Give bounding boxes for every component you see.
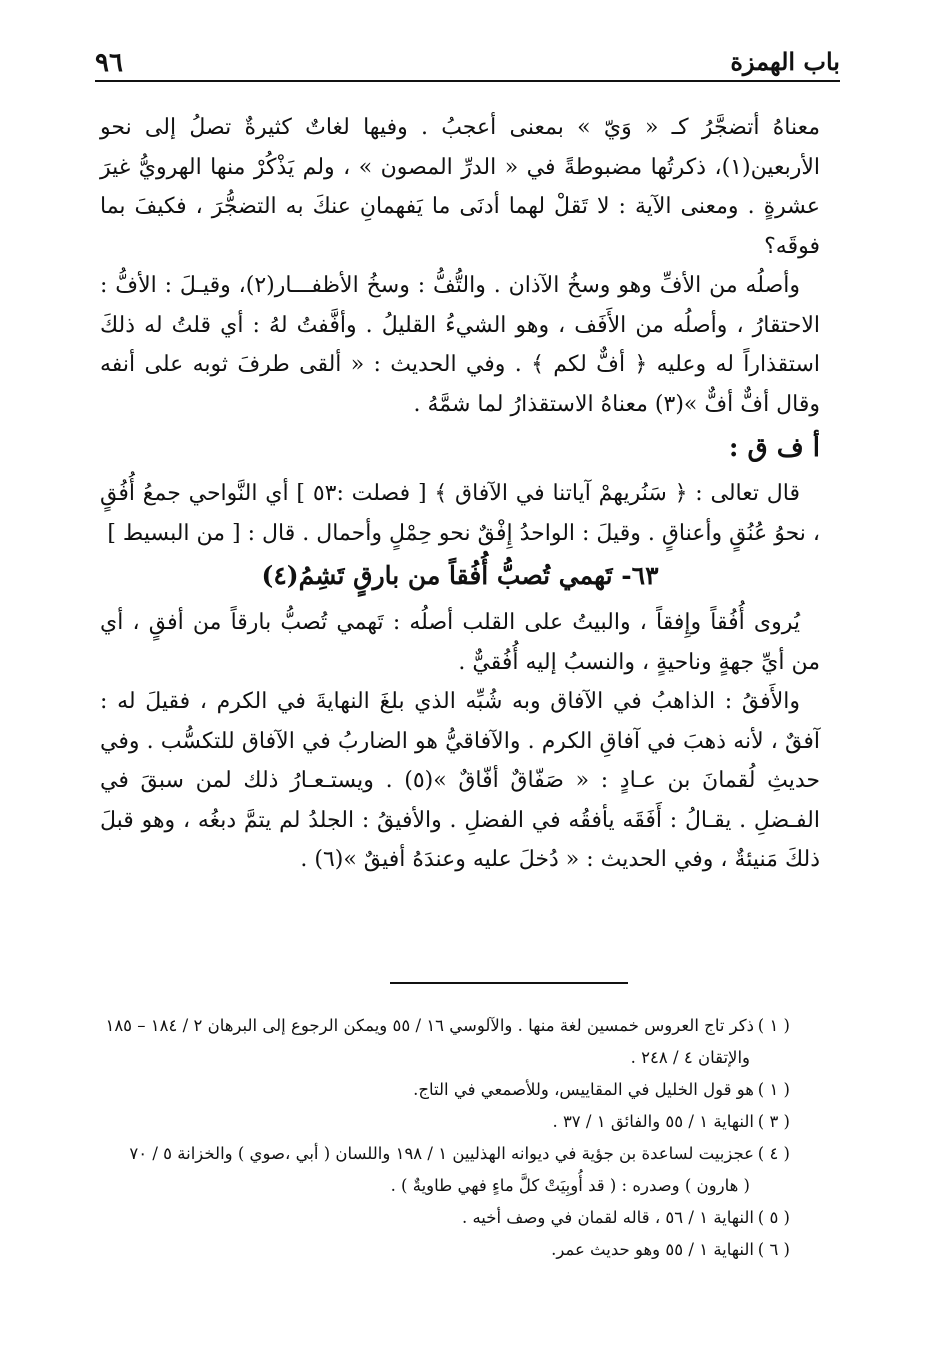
paragraph-1: معناهُ أتضجَّرُ كـ « وَيّ » بمعنى أعجبُ . وفيها لغاتٌ كثيرةٌ تصلُ إلى نحو الأربعين(١)، ذكرتُها مضبوطةً في « الدرِّ المصون » ، ولم يَذْكُرْ منها الهرويُّ غيرَ عشرةٍ . ومعنى الآية : لا تَقلْ لهما أدنَى ما يَفهمانِ عنكَ به التضجُّرَ ، فكيفَ بما فوقَه؟	[100, 115, 820, 259]
paragraph-2: وأصلُه من الأفِّ وهو وسخُ الآذان . والتُّفُّ : وسخُ الأظفـــار(٢)، وقيـلَ : الأفُّ : الاحتقارُ ، وأصلُه من الأَفَف ، وهو الشيءُ القليلُ . وأفَّفتُ لهُ : أي قلتُ له ذلكَ استقذاراً له وعليه ﴿ أفٌّ لكم ﴾ . وفي الحديث : « ألقى طرفَ ثوبه على أنفه وقال أفٌّ أفٌّ »(٣) معناهُ الاستقذارُ لما شمَّهُ .	[100, 273, 820, 417]
footnote-mark: ( ٤ )	[757, 1144, 790, 1163]
footnote-text: هو قول الخليل في المقاييس، وللأصمعي في التاج.	[413, 1080, 754, 1099]
footnote-text: النهاية ١ / ٥٥ وهو حديث عمر.	[551, 1240, 754, 1259]
footnote	[40, 1202, 790, 1234]
footnote	[40, 1234, 790, 1266]
footnote	[40, 1106, 790, 1138]
footnote	[40, 1138, 790, 1170]
entry-heading: أ ف ق :	[728, 433, 820, 463]
footnote-text: النهاية ١ / ٥٥ والفائق ١ / ٣٧ .	[552, 1112, 754, 1131]
footnote-mark: ( ١ )	[757, 1016, 790, 1035]
footnote-continuation: ( هارون ) وصدره : ( قد أُوبِيَتْ كلَّ ماءٍ فهي طاويةٌ ) .	[390, 1176, 750, 1195]
footnote-text: عجزبيت لساعدة بن جؤية في ديوانه الهذليين ١ / ١٩٨ واللسان ( أبي ،صوي ) والخزانة ٥ / ٧٠	[129, 1144, 754, 1163]
footnote-mark: ( ١ )	[757, 1080, 790, 1099]
poetry-verse: ٦٣- تَهمي تُصبُّ أُفُقاً من بارقٍ تَشِمُ(٤)	[261, 561, 659, 590]
footnote-divider	[390, 982, 628, 984]
page-number: ٩٦	[95, 48, 123, 78]
page-header	[95, 40, 840, 82]
main-text	[100, 108, 820, 880]
footnote-mark: ( ٦ )	[757, 1240, 790, 1259]
chapter-title: باب الهمزة	[730, 47, 840, 76]
footnote	[40, 1074, 790, 1106]
footnote-text: النهاية ١ / ٥٦ ، قاله لقمان في وصف أخيه .	[461, 1208, 754, 1227]
footnote-mark: ( ٥ )	[757, 1208, 790, 1227]
paragraph-4: يُروى أُفُقاً وإِفقاً ، والبيتُ على القلب أصلُه : تَهمي تُصبُّ بارقاً من أفقٍ ، أي من أيِّ جهةٍ وناحيةٍ ، والنسبُ إليه أُفُقيٌّ .	[100, 610, 820, 675]
footnote-text: ذكر تاج العروس خمسين لغة منها . والآلوسي ١٦ / ٥٥ ويمكن الرجوع إلى البرهان ٢ / ١٨٤ – ١٨٥	[105, 1016, 754, 1035]
footnote-mark: ( ٣ )	[757, 1112, 790, 1131]
paragraph-3: قال تعالى : ﴿ سَنُريهمْ آياتنا في الآفاق ﴾ [ فصلت :٥٣ ] أي النَّواحي جمعُ أُفُقٍ ، نحوُ عُنُقٍ وأعناقٍ . وقيلَ : الواحدُ إِفْقٌ نحو حِمْلٍ وأحمال . قال : [ من البسيط ]	[100, 481, 820, 546]
footnotes	[40, 1010, 790, 1266]
footnote	[40, 1010, 790, 1042]
paragraph-5: والأَفقُ : الذاهبُ في الآفاق وبه شُبِّه الذي بلغَ النهايةَ في الكرم ، فقيلَ له : آفقٌ ، لأنه ذهبَ في آفاقِ الكرم . والآفاقيُّ هو الضاربُ في الآفاق للتكسُّب . وفي حديثِ لُقمانَ بن عـادٍ : « صَفّاقٌ أفّاقٌ »(٥) . ويستـعـارُ ذلك لمن سبقَ في الفـضلِ . يقـالُ : أَفَقَه يأفقُه في الفضلِ . والأفيقُ : الجلدُ لم يتمَّ دبغُه ، وهو قبلَ ذلكَ مَنيئةٌ ، وفي الحديث : « دُخلَ عليه وعندَهُ أفيقٌ »(٦) .	[100, 689, 820, 872]
footnote-continuation: والإتقان ٤ / ٢٤٨ .	[630, 1048, 750, 1067]
